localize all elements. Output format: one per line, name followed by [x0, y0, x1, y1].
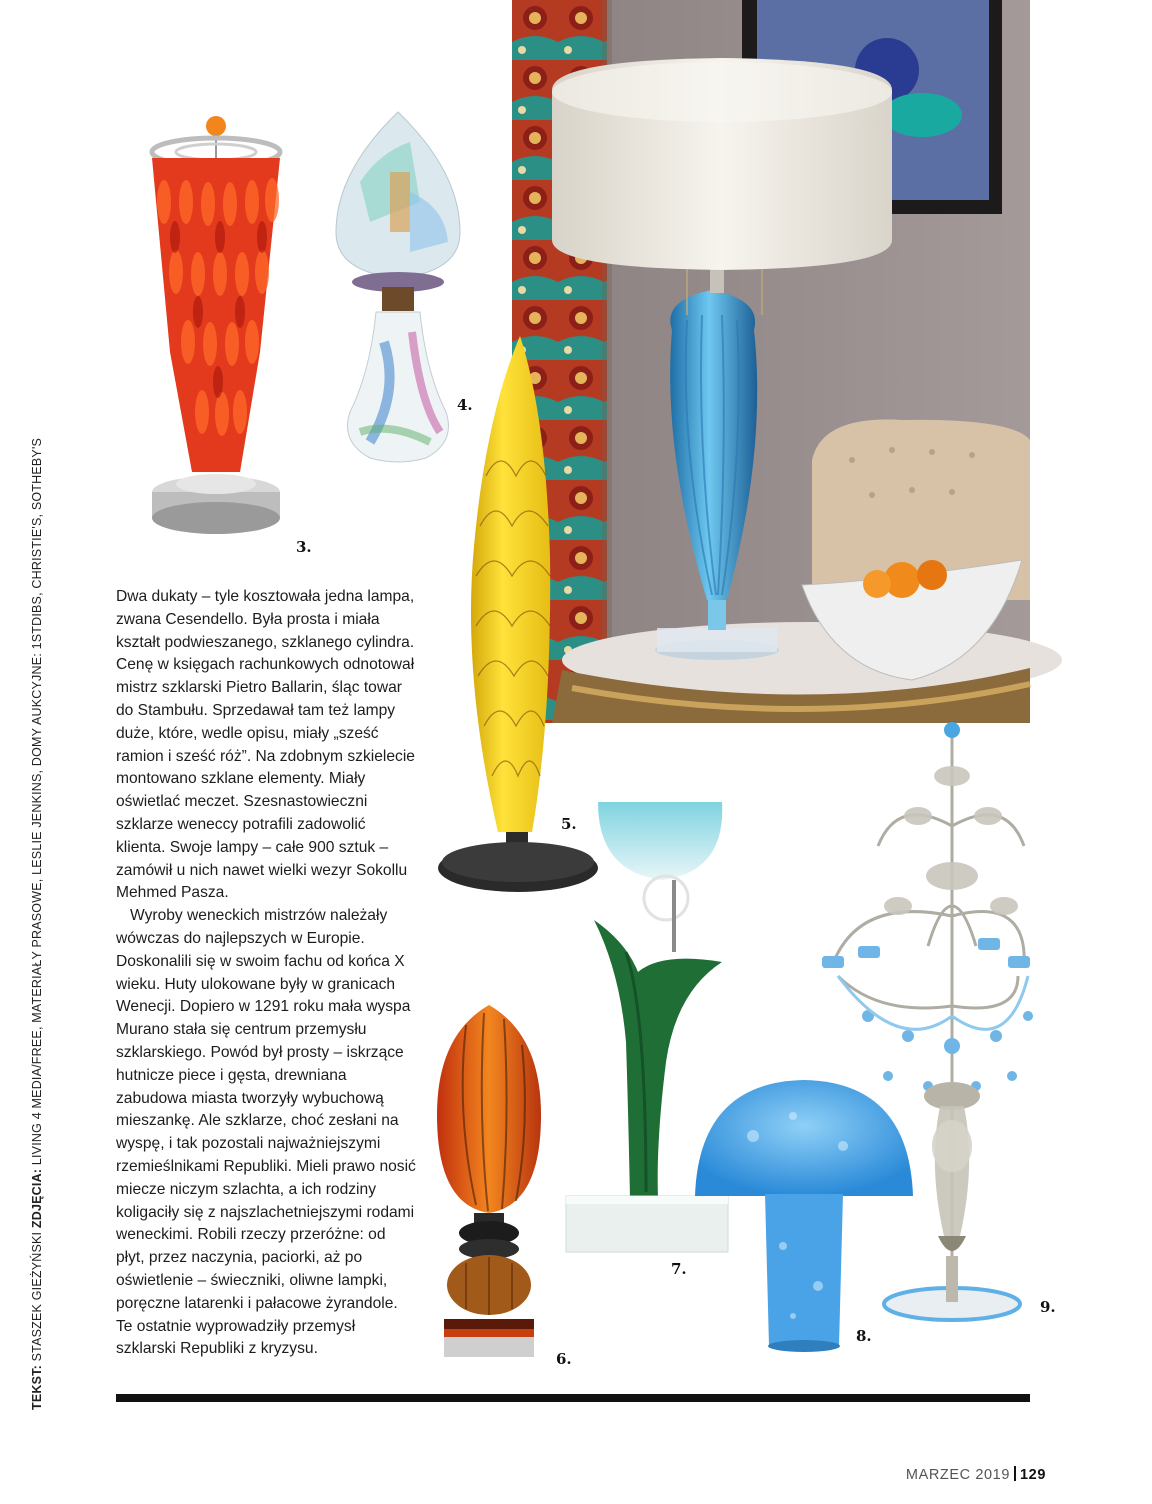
article-body: [116, 586, 416, 1361]
figure-number-8: 8.: [856, 1327, 872, 1345]
article-paragraph-2: Wyroby weneckich mistrzów należały wówczas do najlepszych w Europie. Doskonalili się w swoim fachu od końca X wieku. Huty ulokowane były w granicach Wenecji. Dopiero w 1291 roku mała wyspa Murano stała się centrum przemysłu szklarskiego. Powód był prosty – iskrzące hutnicze piece i gęsta, drewniana zabudowa miasta tworzyły wybuchową mieszankę. Ale szklarze, choć zesłani na wyspę, i tak pozostali najważniejszymi rzemieślnikami Republiki. Mieli prawo nosić miecze niczym szlachta, a ich rodziny koligaciły się z najszlachetniejszymi rodami weneckimi. Robili rzeczy przeróżne: od płyt, przez naczynia, paciorki, aż po oświetlenie – świeczniki, oliwne lampki, poręczne latarenki i pałacowe żyrandole. Te ostatnie wyprowadziły przemysł szklarski Republiki z kryzysu.: [116, 907, 416, 1358]
figure-number-9: 9.: [1040, 1298, 1056, 1316]
article-paragraph-1: Dwa dukaty – tyle kosztowała jedna lampa, zwana Cesendello. Była prosta i miała kształt podwieszanego, szklanego cylindra. Cenę w księgach rachunkowych odnotował mistrz szklarski Pietro Ballarin, śląc towar do Stambułu. Sprzedawał tam też lampy duże, które, wedle opisu, miały „sześć ramion i sześć róż”. Na zdobnym szkielecie montowano szklane elementy. Miały oświetlać meczet. Szesnastowieczni szklarze weneccy potrafili zadowolić klienta. Swoje lampy – całe 900 sztuk – zamówił u nich nawet wielki wezyr Sokollu Mehmed Pasza.: [116, 588, 415, 902]
credits-text-author: STASZEK GIEŻYŃSKI: [30, 1231, 44, 1362]
page-footer: [906, 1466, 1046, 1483]
credits-photos-label: ZDJĘCIA:: [30, 1168, 44, 1229]
red-chandelier-lamp: [140, 112, 310, 552]
figure-number-4: 4.: [457, 396, 473, 414]
orange-egg-lamp: [426, 1005, 552, 1367]
figure-number-5: 5.: [561, 815, 577, 833]
murano-chandelier: [798, 716, 1028, 1332]
issue-date: MARZEC 2019: [905, 1467, 1010, 1483]
figure-number-3: 3.: [296, 538, 312, 556]
page-number: 129: [1020, 1467, 1046, 1483]
footer-divider: [1014, 1466, 1016, 1481]
figure-number-7: 7.: [671, 1260, 687, 1278]
credits-photos-sources: LIVING 4 MEDIA/FREE, MATERIAŁY PRASOWE, LESLIE JENKINS, DOMY AUKCYJNE: 1STDIBS, CHRISTIE'S, SOTHEBY'S: [30, 437, 44, 1166]
bottom-rule: [116, 1394, 1030, 1402]
figure-number-6: 6.: [556, 1350, 572, 1368]
credits-text-label: TEKST:: [30, 1365, 44, 1410]
photo-credits: [30, 438, 44, 1410]
